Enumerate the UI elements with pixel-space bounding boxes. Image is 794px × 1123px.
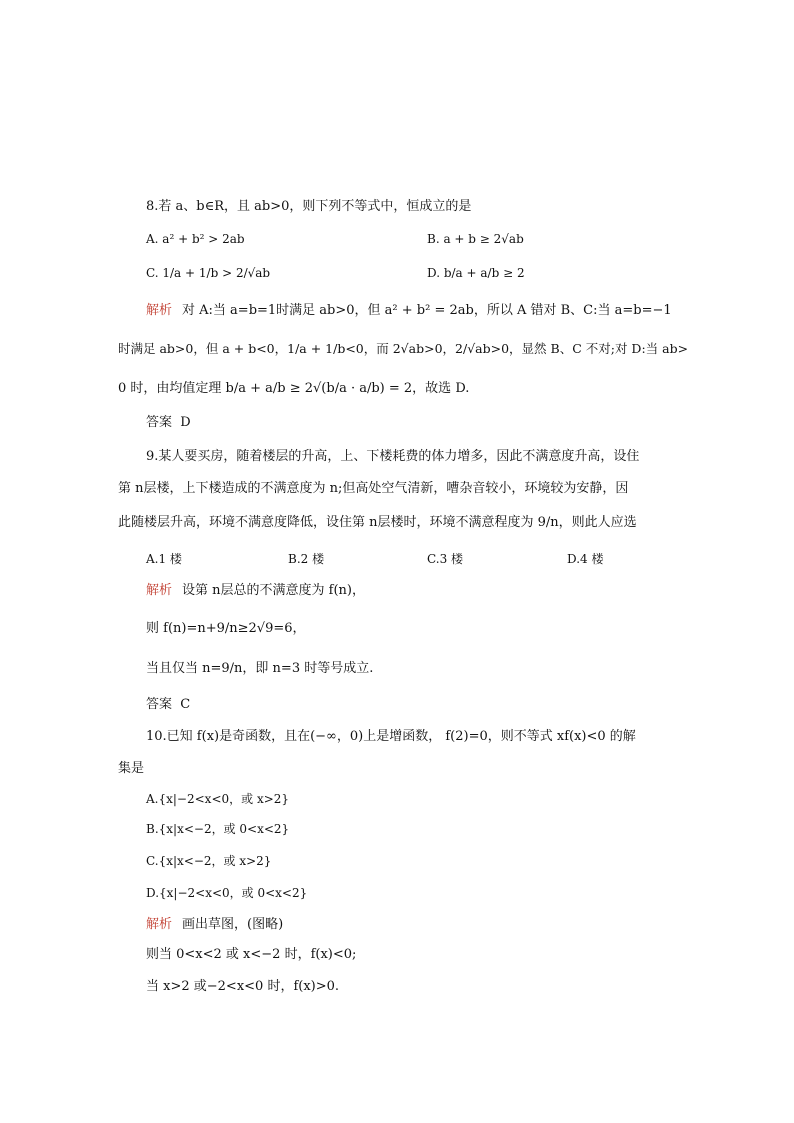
q8-analysis-label: 解析: [146, 303, 173, 318]
q9-option-a: A.1 楼: [146, 552, 182, 566]
q10-analysis-line-3: 当 x>2 或−2<x<0 时，f(x)>0.: [146, 979, 340, 994]
q8-option-d: D. b/a + a/b ≥ 2: [427, 266, 525, 280]
q9-stem-line-3: 此随楼层升高，环境不满意度降低，设住第 n层楼时，环境不满意程度为 9/n，则此人应选: [118, 515, 637, 530]
q8-analysis-line-1: [146, 302, 706, 320]
q10-stem-line-1: 10.已知 f(x)是奇函数，且在(−∞，0)上是增函数， f(2)=0，则不等式 xf(x)<0 的解: [146, 729, 636, 744]
q8-analysis-line-2: 时满足 ab>0，但 a + b<0，1/a + 1/b<0，而 2√ab>0，2/√ab>0，显然 B、C 不对;对 D:当 ab>: [118, 341, 689, 356]
q9-option-c: C.3 楼: [427, 552, 464, 566]
q9-answer-line: [146, 696, 706, 714]
q10-stem-line-2: 集是: [118, 761, 145, 776]
q10-option-b: B.{x|x<−2，或 0<x<2}: [146, 822, 290, 836]
q10-analysis-line-1: [146, 916, 706, 934]
q10-analysis-text-1: 画出草图，(图略): [182, 917, 284, 932]
q10-option-c: C.{x|x<−2，或 x>2}: [146, 854, 272, 868]
q9-analysis-line-1: [146, 582, 706, 600]
q10-analysis-line-2: 则当 0<x<2 或 x<−2 时，f(x)<0;: [146, 947, 357, 962]
q10-analysis-label: 解析: [146, 917, 173, 932]
q8-stem: 8.若 a、b∈R，且 ab>0，则下列不等式中，恒成立的是: [146, 199, 472, 214]
q9-analysis-line-2: 则 f(n)=n+9/n≥2√9=6，: [146, 621, 306, 636]
q8-answer: D: [180, 415, 191, 430]
q8-answer-label: 答案: [146, 415, 173, 430]
q8-option-a: A. a² + b² > 2ab: [146, 232, 245, 246]
q10-option-d: D.{x|−2<x<0，或 0<x<2}: [146, 886, 308, 900]
q9-option-d: D.4 楼: [567, 552, 604, 566]
q9-analysis-line-3: 当且仅当 n=9/n，即 n=3 时等号成立.: [146, 661, 374, 676]
q8-option-c: C. 1/a + 1/b > 2/√ab: [146, 266, 271, 280]
q9-stem-line-2: 第 n层楼，上下楼造成的不满意度为 n;但高处空气清新，嘈杂音较小，环境较为安静，因: [118, 481, 629, 496]
q9-answer: C: [180, 697, 191, 712]
q8-answer-line: [146, 414, 706, 432]
q8-analysis-line-3: 0 时，由均值定理 b/a + a/b ≥ 2√(b/a · a/b) = 2，故选 D.: [118, 381, 470, 396]
q8-analysis-text-1: 对 A:当 a=b=1时满足 ab>0，但 a² + b² = 2ab，所以 A 错对 B、C:当 a=b=−1: [182, 303, 672, 318]
q9-analysis-label: 解析: [146, 583, 173, 598]
q10-option-a: A.{x|−2<x<0，或 x>2}: [146, 792, 290, 806]
q8-option-b: B. a + b ≥ 2√ab: [427, 232, 524, 246]
q9-stem-line-1: 9.某人要买房，随着楼层的升高，上、下楼耗费的体力增多，因此不满意度升高，设住: [146, 449, 640, 464]
q9-answer-label: 答案: [146, 697, 173, 712]
q9-analysis-text-1: 设第 n层总的不满意度为 f(n)，: [182, 583, 365, 598]
q9-option-b: B.2 楼: [288, 552, 325, 566]
